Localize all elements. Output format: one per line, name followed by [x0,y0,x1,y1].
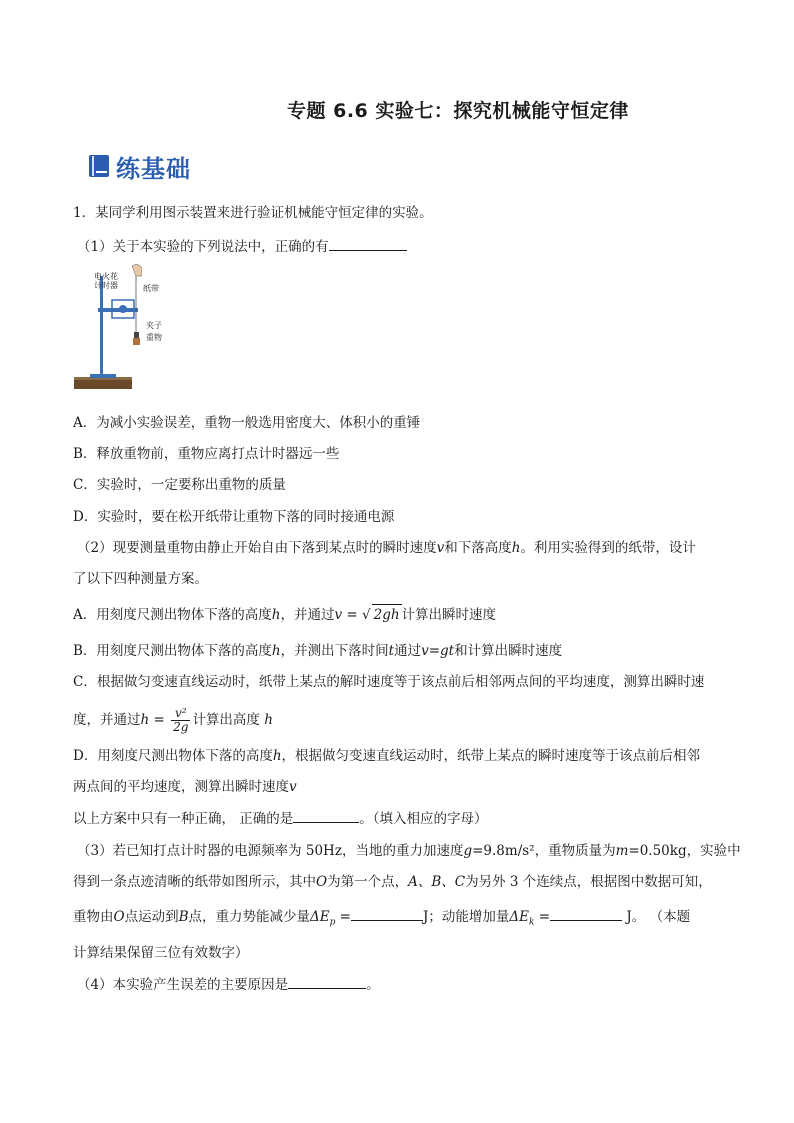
part3-line2: 得到一条点迹清晰的纸带如图所示，其中O为第一个点，A、B、C为另外 3 个连续点，根据图中数据可知， [73,874,712,890]
option-2c-line2: 度，并通过h = $\frac{\text{v²}}{2g}$ 计算出高度 h [73,706,273,734]
option-2c-line1: C．根据做匀变速直线运动时，纸带上某点的解时速度等于该点前后相邻两点间的平均速度，测算出瞬时速 [73,674,705,690]
option-1c: C．实验时，一定要称出重物的质量 [73,477,286,493]
section-header [88,151,191,181]
option-1b: B．释放重物前，重物应离打点计时器远一些 [73,446,340,462]
figure-label-tape: 纸带 [143,284,159,293]
figure-label-weight: 重物 [146,333,162,342]
figure-label-timer2: 计时器 [94,281,118,290]
figure-label-timer: 电火花 [94,272,118,281]
part2-answer: 以上方案中只有一种正确， 正确的是 。（填入相应的字母） [73,808,488,829]
page-title: 专题 6.6 实验七：探究机械能守恒定律 [287,100,629,122]
answer-blank-4[interactable] [550,906,622,921]
part3-line4: 计算结果保留三位有效数字） [73,945,249,961]
question-stem: 1．某同学利用图示装置来进行验证机械能守恒定律的实验。 [73,205,433,221]
part2-prompt: （2）现要测量重物由静止开始自由下落到某点时的瞬时速度v和下落高度h。利用实验得到的纸带，设计 [77,540,696,556]
answer-blank-2[interactable] [293,808,359,823]
option-2b: B．用刻度尺测出物体下落的高度h，并测出下落时间t通过v=gt和计算出瞬时速度 [73,643,563,659]
answer-blank-1[interactable] [329,236,407,251]
section-title: 练基础 [116,154,191,183]
option-2d-line1: D．用刻度尺测出物体下落的高度h，根据做匀变速直线运动时，纸带上某点的瞬时速度等于该点前后相邻 [73,748,701,764]
part3-line1: （3）若已知打点计时器的电源频率为 50Hz，当地的重力加速度g=9.8m/s²，重物质量为m=0.50kg，实验中 [77,843,741,859]
option-2a: A．用刻度尺测出物体下落的高度h，并通过v = √ 2gh 计算出瞬时速度 [73,604,496,625]
answer-blank-5[interactable] [288,974,366,989]
part2-prompt-line2: 了以下四种测量方案。 [73,571,208,587]
book-icon [88,154,110,178]
option-1a: A．为减小实验误差，重物一般选用密度大、体积小的重锤 [73,415,421,431]
option-1d: D．实验时，要在松开纸带让重物下落的同时接通电源 [73,509,395,525]
part1-prompt: （1）关于本实验的下列说法中，正确的有 [77,236,407,257]
option-2d-line2: 两点间的平均速度，测算出瞬时速度v [73,779,297,795]
part3-line3: 重物由O点运动到B点，重力势能减少量$\Delta E_p = J$；动能增加量$\Delta E_k = J$。 （本题 [73,906,690,933]
answer-blank-3[interactable] [351,906,423,921]
figure-label-clamp: 夹子 [146,321,162,330]
part4-prompt: （4）本实验产生误差的主要原因是 。 [77,974,380,995]
